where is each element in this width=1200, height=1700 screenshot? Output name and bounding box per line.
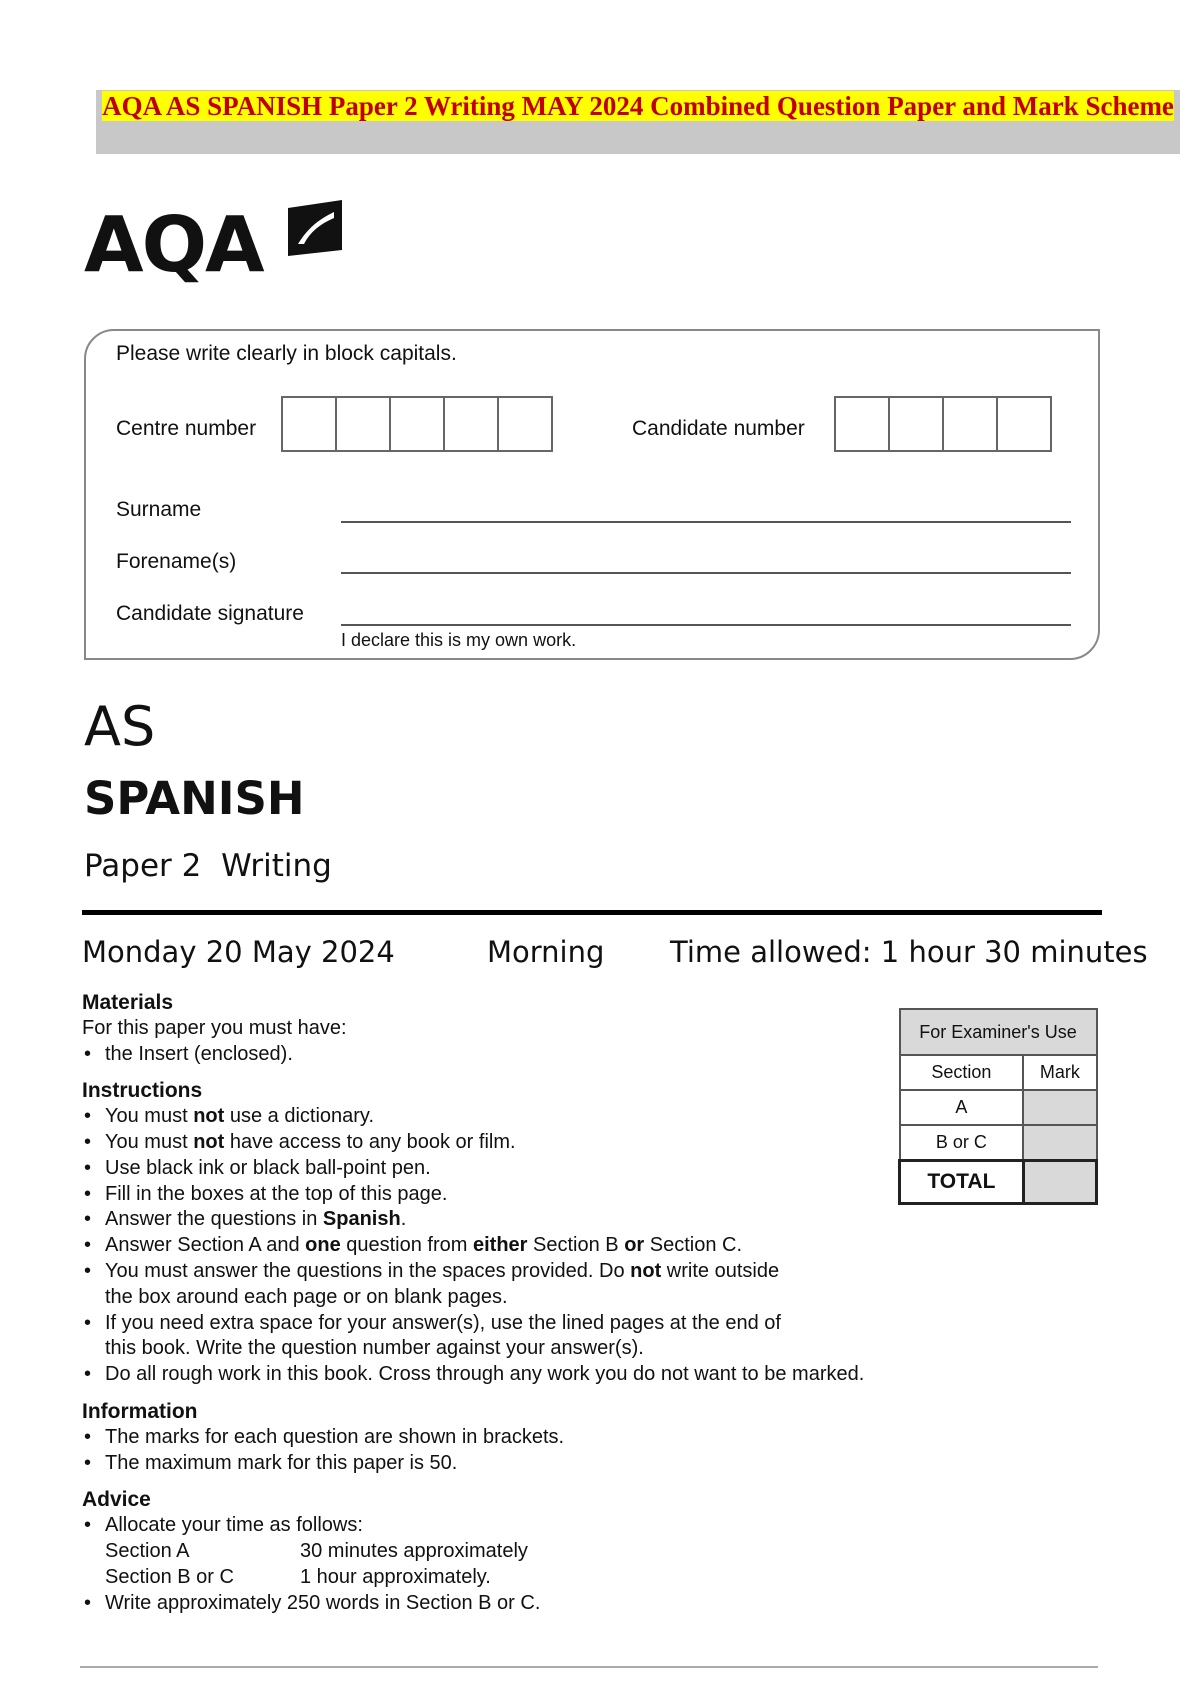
list-item: • You must not have access to any book or film. bbox=[82, 1130, 942, 1156]
signature-label: Candidate signature bbox=[116, 602, 304, 625]
aqa-logo-text: AQA bbox=[84, 201, 263, 290]
instructions-heading: Instructions bbox=[82, 1079, 203, 1103]
centre-digit-box[interactable] bbox=[335, 396, 391, 452]
forename-label: Forename(s) bbox=[116, 550, 237, 573]
centre-number-label: Centre number bbox=[116, 417, 257, 440]
signature-line[interactable] bbox=[341, 624, 1071, 626]
list-item: • If you need extra space for your answer(s), use the lined pages at the end of this book. Write the question number against your answer(s). bbox=[82, 1311, 805, 1363]
list-item: • the Insert (enclosed). bbox=[82, 1042, 942, 1068]
aqa-logo bbox=[84, 198, 354, 293]
section-b-or-c-mark-cell bbox=[1023, 1125, 1096, 1161]
time-allowed: Time allowed: 1 hour 30 minutes bbox=[670, 935, 1148, 969]
information-heading: Information bbox=[82, 1399, 198, 1423]
document-title: AQA AS SPANISH Paper 2 Writing MAY 2024 Combined Question Paper and Mark Scheme bbox=[102, 91, 1174, 121]
materials-intro: For this paper you must have: bbox=[82, 1016, 347, 1039]
advice-heading: Advice bbox=[82, 1488, 151, 1512]
information-list bbox=[82, 1425, 942, 1477]
aqa-flag-icon bbox=[284, 198, 344, 260]
list-item: • The maximum mark for this paper is 50. bbox=[82, 1451, 942, 1477]
exam-session: Morning bbox=[487, 935, 605, 969]
list-item: • Allocate your time as follows: Section A 30 minutes approximately Section B or C 1 hour approximately. bbox=[82, 1513, 942, 1590]
block-capitals-instruction: Please write clearly in block capitals. bbox=[116, 342, 457, 365]
front-page-body bbox=[82, 990, 942, 1616]
centre-digit-box[interactable] bbox=[443, 396, 499, 452]
examiner-table-title: For Examiner's Use bbox=[900, 1009, 1097, 1055]
list-item: • Use black ink or black ball-point pen. bbox=[82, 1156, 942, 1182]
list-item: • You must not use a dictionary. bbox=[82, 1104, 942, 1130]
paper-title: Paper 2 Writing bbox=[84, 848, 332, 884]
candidate-digit-box[interactable] bbox=[834, 396, 890, 452]
heading-divider bbox=[82, 910, 1102, 915]
total-mark-cell bbox=[1023, 1161, 1096, 1204]
section-a-cell: A bbox=[900, 1090, 1024, 1125]
candidate-digit-box[interactable] bbox=[996, 396, 1052, 452]
list-item: • Write approximately 250 words in Section B or C. bbox=[82, 1591, 942, 1617]
document-title-banner bbox=[96, 90, 1180, 154]
candidate-number-boxes[interactable] bbox=[834, 396, 1050, 452]
candidate-digit-box[interactable] bbox=[888, 396, 944, 452]
time-allocation-row: Section A 30 minutes approximately bbox=[105, 1539, 528, 1562]
time-allocation-row: Section B or C 1 hour approximately. bbox=[105, 1565, 491, 1588]
list-item: • Do all rough work in this book. Cross through any work you do not want to be marked. bbox=[82, 1362, 942, 1388]
candidate-digit-box[interactable] bbox=[942, 396, 998, 452]
surname-label: Surname bbox=[116, 498, 202, 521]
exam-date: Monday 20 May 2024 bbox=[82, 935, 395, 969]
forename-line[interactable] bbox=[341, 572, 1071, 574]
advice-list bbox=[82, 1513, 942, 1616]
section-column-header: Section bbox=[900, 1055, 1024, 1090]
centre-digit-box[interactable] bbox=[389, 396, 445, 452]
subject-title: SPANISH bbox=[84, 772, 305, 825]
surname-line[interactable] bbox=[341, 521, 1071, 523]
list-item: • Answer Section A and one question from either Section B or Section C. bbox=[82, 1233, 942, 1259]
section-a-mark-cell bbox=[1023, 1090, 1096, 1125]
mark-column-header: Mark bbox=[1023, 1055, 1096, 1090]
footer-divider bbox=[80, 1666, 1098, 1668]
instructions-list bbox=[82, 1104, 942, 1388]
candidate-details-box bbox=[84, 329, 1100, 660]
section-b-or-c-cell: B or C bbox=[900, 1125, 1024, 1161]
list-item: • The marks for each question are shown in brackets. bbox=[82, 1425, 942, 1451]
list-item: • You must answer the questions in the spaces provided. Do not write outside the box around each page or on blank pages. bbox=[82, 1259, 805, 1311]
list-item: • Fill in the boxes at the top of this page. bbox=[82, 1182, 942, 1208]
total-label-cell: TOTAL bbox=[900, 1161, 1024, 1204]
centre-digit-box[interactable] bbox=[497, 396, 553, 452]
list-item: • Answer the questions in Spanish. bbox=[82, 1207, 942, 1233]
materials-list bbox=[82, 1042, 942, 1068]
centre-number-boxes[interactable] bbox=[281, 396, 551, 452]
materials-heading: Materials bbox=[82, 991, 174, 1014]
examiner-use-table bbox=[898, 1008, 1098, 1205]
declaration-text: I declare this is my own work. bbox=[341, 630, 577, 650]
centre-digit-box[interactable] bbox=[281, 396, 337, 452]
qualification-level: AS bbox=[84, 695, 156, 758]
candidate-number-label: Candidate number bbox=[632, 417, 805, 440]
